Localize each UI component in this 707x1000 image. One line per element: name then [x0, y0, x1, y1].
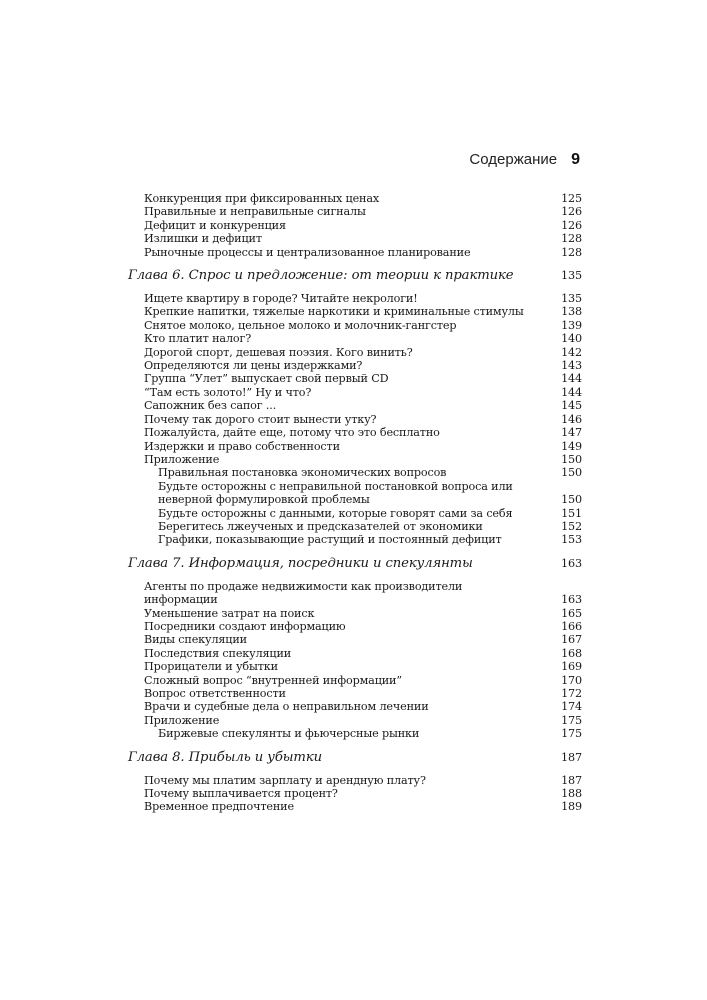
toc-title: Дефицит и конкуренция — [144, 218, 286, 232]
toc-entry — [128, 687, 582, 700]
toc-subentry — [128, 466, 582, 479]
toc-title: Биржевые спекулянты и фьючерсные рынки — [158, 727, 420, 741]
toc-entry — [128, 700, 582, 713]
toc-page-number: 128 — [561, 232, 582, 246]
toc-entry — [128, 386, 582, 399]
toc-title: Будьте осторожны с данными, которые говорят сами за себя — [158, 506, 513, 520]
running-header-title: Содержание — [469, 151, 558, 168]
running-header — [469, 151, 580, 169]
toc-title: Берегитесь лжеученых и предсказателей от экономики — [158, 519, 483, 533]
toc-chapter-heading — [128, 750, 582, 765]
toc-title: Глава 8. Прибыль и убытки — [128, 749, 322, 765]
toc-title: Определяются ли цены издержками? — [144, 359, 363, 373]
toc-page-number: 139 — [561, 318, 582, 332]
toc-page-number: 150 — [561, 452, 582, 466]
toc-title: Уменьшение затрат на поиск — [144, 606, 315, 620]
toc-page-number: 144 — [561, 372, 582, 386]
toc-page-number: 189 — [561, 800, 582, 814]
toc-entry — [128, 319, 582, 332]
toc-page-number: 172 — [561, 687, 582, 700]
toc-entry — [128, 359, 582, 372]
toc-title: Сапожник без сапог ... — [144, 399, 277, 413]
toc-title: Приложение — [144, 713, 220, 727]
toc-page-number: 168 — [561, 646, 582, 660]
toc-page-number: 175 — [561, 713, 582, 727]
toc-subentry — [128, 520, 582, 533]
toc-title: Врачи и судебные дела о неправильном лечении — [144, 700, 429, 714]
toc-entry — [128, 219, 582, 232]
toc-title: Почему мы платим зарплату и арендную плату? — [144, 773, 426, 787]
toc-entry — [128, 453, 582, 466]
toc-title: Ищете квартиру в городе? Читайте некрологи! — [144, 292, 418, 306]
toc-entry — [128, 205, 582, 218]
toc-entry — [128, 633, 582, 646]
table-of-contents — [128, 192, 582, 814]
toc-chapter-heading — [128, 556, 582, 571]
toc-page-number: 135 — [560, 269, 582, 283]
toc-subentry — [128, 533, 582, 546]
toc-title: Почему выплачивается процент? — [144, 787, 338, 801]
toc-title: Вопрос ответственности — [144, 687, 286, 700]
toc-entry — [128, 787, 582, 800]
toc-page-number: 151 — [561, 506, 582, 520]
toc-entry — [128, 246, 582, 259]
toc-page-number: 187 — [561, 773, 582, 787]
toc-page-number: 125 — [561, 192, 582, 205]
toc-page-number: 126 — [561, 205, 582, 219]
toc-title: Пожалуйста, дайте еще, потому что это бесплатно — [144, 426, 440, 440]
toc-entry — [128, 399, 582, 412]
toc-entry — [128, 232, 582, 245]
toc-page-number: 128 — [561, 245, 582, 259]
toc-page-number: 142 — [561, 345, 582, 359]
toc-page-number: 149 — [561, 439, 582, 453]
toc-title: Прорицатели и убытки — [144, 660, 278, 674]
toc-title: Глава 7. Информация, посредники и спекулянты — [128, 555, 473, 571]
toc-page-number: 175 — [561, 727, 582, 741]
toc-entry — [128, 426, 582, 439]
toc-subentry — [128, 727, 582, 740]
toc-page-number: 147 — [561, 426, 582, 440]
toc-page-number: 145 — [561, 399, 582, 413]
toc-title: Почему так дорого стоит вынести утку? — [144, 412, 377, 426]
toc-title: Правильные и неправильные сигналы — [144, 205, 366, 219]
toc-title: “Там есть золото!” Ну и что? — [144, 385, 312, 399]
toc-page-number: 126 — [561, 218, 582, 232]
toc-title: Посредники создают информацию — [144, 619, 346, 633]
toc-page-number: 146 — [561, 412, 582, 426]
toc-title: Последствия спекуляции — [144, 646, 292, 660]
toc-title: Приложение — [144, 452, 220, 466]
toc-page-number: 150 — [561, 493, 582, 507]
toc-page-number: 135 — [561, 292, 582, 306]
toc-title: Будьте осторожны с неправильной постановкой вопроса или неверной формулировкой проблемы — [158, 479, 513, 507]
toc-title: Кто платит налог? — [144, 332, 252, 346]
toc-page-number: 167 — [561, 633, 582, 647]
toc-title: Конкуренция при фиксированных ценах — [144, 192, 380, 205]
toc-page-number: 187 — [560, 750, 582, 764]
toc-title: Излишки и дефицит — [144, 232, 262, 246]
toc-entry — [128, 674, 582, 687]
toc-page-number: 143 — [561, 359, 582, 373]
toc-page-number: 138 — [561, 305, 582, 319]
toc-entry — [128, 292, 582, 305]
toc-entry — [128, 620, 582, 633]
toc-page-number: 163 — [560, 556, 582, 570]
page-number: 9 — [571, 151, 580, 168]
toc-chapter-heading — [128, 268, 582, 283]
toc-entry — [128, 607, 582, 620]
toc-entry — [128, 800, 582, 813]
toc-page-number: 169 — [561, 660, 582, 674]
toc-entry — [128, 346, 582, 359]
toc-page-number: 188 — [561, 787, 582, 801]
toc-entry — [128, 332, 582, 345]
toc-page-number: 166 — [561, 619, 582, 633]
toc-page-number: 152 — [561, 519, 582, 533]
toc-entry — [128, 413, 582, 426]
toc-entry — [128, 660, 582, 673]
toc-page-number: 150 — [561, 466, 582, 480]
toc-page-number: 163 — [561, 593, 582, 607]
toc-subentry — [128, 480, 582, 507]
toc-subentry — [128, 507, 582, 520]
toc-page-number: 144 — [561, 385, 582, 399]
toc-entry — [128, 714, 582, 727]
toc-title: Дорогой спорт, дешевая поэзия. Кого винить? — [144, 345, 413, 359]
toc-title: Агенты по продаже недвижимости как производители информации — [144, 579, 463, 607]
toc-entry — [128, 440, 582, 453]
toc-entry — [128, 305, 582, 318]
toc-title: Группа “Улет” выпускает свой первый CD — [144, 372, 389, 386]
toc-page-number: 170 — [561, 673, 582, 687]
toc-entry — [128, 372, 582, 385]
toc-title: Сложный вопрос “внутренней информации” — [144, 673, 402, 687]
toc-title: Издержки и право собственности — [144, 439, 340, 453]
toc-entry — [128, 580, 582, 607]
toc-title: Виды спекуляции — [144, 633, 247, 647]
toc-title: Глава 6. Спрос и предложение: от теории к практике — [128, 268, 514, 284]
toc-page-number: 165 — [561, 606, 582, 620]
toc-page-number: 174 — [561, 700, 582, 714]
toc-entry — [128, 192, 582, 205]
toc-page-number: 140 — [561, 332, 582, 346]
toc-title: Графики, показывающие растущий и постоянный дефицит — [158, 533, 502, 547]
toc-title: Крепкие напитки, тяжелые наркотики и криминальные стимулы — [144, 305, 524, 319]
toc-title: Снятое молоко, цельное молоко и молочник-гангстер — [144, 318, 457, 332]
toc-title: Временное предпочтение — [144, 800, 294, 814]
toc-entry — [128, 647, 582, 660]
toc-entry — [128, 774, 582, 787]
toc-title: Рыночные процессы и централизованное планирование — [144, 245, 471, 259]
toc-title: Правильная постановка экономических вопросов — [158, 466, 447, 480]
toc-page-number: 153 — [561, 533, 582, 547]
